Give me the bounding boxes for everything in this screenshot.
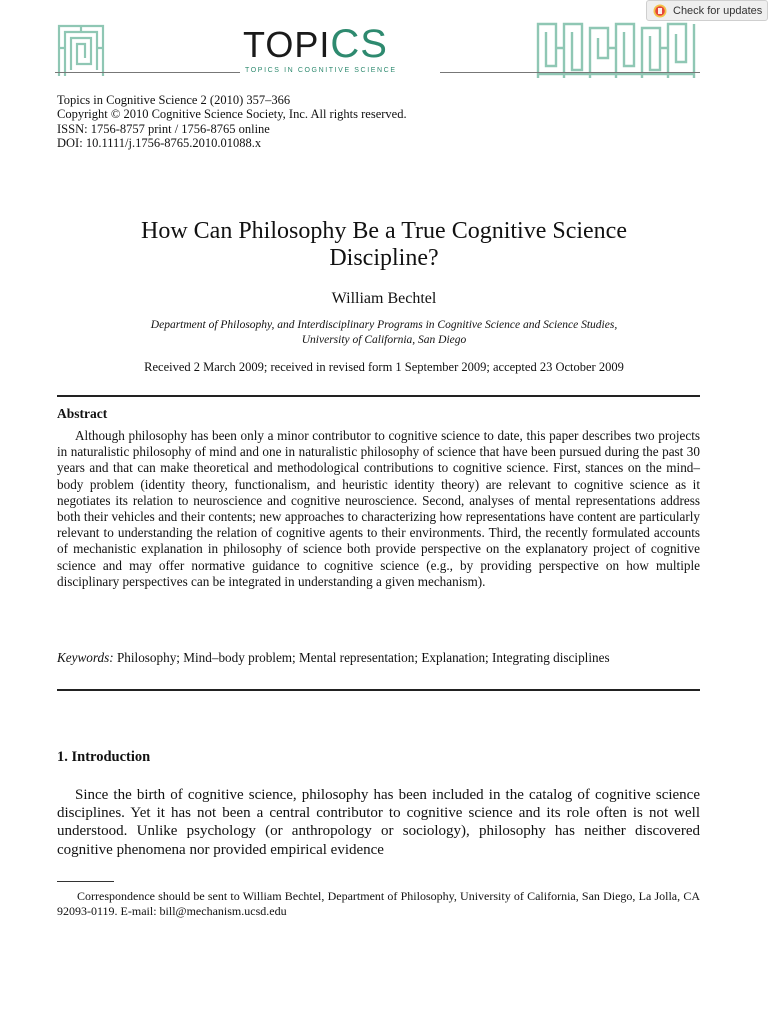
logo-accent-text: CS (330, 22, 388, 66)
maze-decoration-left (55, 18, 107, 80)
copyright-line: Copyright © 2010 Cognitive Science Society, Inc. All rights reserved. (57, 107, 407, 122)
maze-decoration-right (534, 18, 700, 80)
abstract-heading: Abstract (57, 406, 108, 421)
affiliation-line-2: University of California, San Diego (301, 334, 467, 346)
logo-tagline: TOPICS IN COGNITIVE SCIENCE (245, 67, 397, 74)
update-badge-icon (653, 4, 667, 18)
keywords-list: Philosophy; Mind–body problem; Mental representation; Explanation; Integrating disciplines (116, 650, 610, 665)
correspondence-footnote: Correspondence should be sent to William Bechtel, Department of Philosophy, University of California, San Diego, La Jolla, CA 92093-0119. E-mail: bill@mechanism.ucsd.edu (57, 889, 700, 918)
check-for-updates-button[interactable] (646, 0, 768, 21)
section-heading-introduction: 1. Introduction (57, 749, 151, 765)
keywords (57, 650, 700, 666)
author-name: William Bechtel (331, 290, 437, 307)
received-dates: Received 2 March 2009; received in revised form 1 September 2009; accepted 23 October 2009 (144, 360, 624, 374)
article-title (60, 218, 708, 272)
title-line-2: Discipline? (329, 245, 439, 271)
abstract-text: Although philosophy has been only a minor contributor to cognitive science to date, this paper describes two projects in naturalistic philosophy of mind and one in naturalistic philosophy of science that have been pursued during the past 30 years and that can make theoretical and methodological contributions to cognitive science. First, stances on the mind–body problem (identity theory, functionalism, and heuristic identity theory) are relevant to cognitive science as it negotiates its relation to neuroscience and cognitive neuroscience. Second, analyses of mental representations address both their vehicles and their contents; new approaches to characterizing how representations have content are particularly relevant to understanding the relation of cognitive agents to their environments. Third, the recently formulated accounts of mechanistic explanation in philosophy of science both provide perspective on the explanatory project of cognitive science and may offer normative guidance to cognitive science (e.g., by providing perspective on how multiple disciplinary perspectives can be integrated in understanding a given mechanism). (57, 428, 700, 589)
introduction-text: Since the birth of cognitive science, philosophy has been included in the catalog of cognitive science disciplines. Yet it has not been a central contributor to cognitive science and its role often is not well understood. Unlike psychology (or anthropology or sociology), philosophy has neither discovered cognitive phenomena nor provided empirical evidence (57, 787, 700, 858)
author-affiliation (60, 318, 708, 348)
doi-line[interactable]: DOI: 10.1111/j.1756-8765.2010.01088.x (57, 136, 262, 151)
journal-info (57, 93, 407, 151)
footnote-rule (57, 881, 114, 882)
journal-logo (240, 22, 440, 80)
issn-line: ISSN: 1756-8757 print / 1756-8765 online (57, 121, 270, 136)
abstract-top-rule (57, 395, 700, 397)
keywords-label: Keywords: (57, 650, 114, 665)
affiliation-line-1: Department of Philosophy, and Interdisciplinary Programs in Cognitive Science and Science Studies, (150, 319, 618, 331)
check-for-updates-label: Check for updates (673, 4, 763, 17)
abstract-bottom-rule (57, 689, 700, 691)
logo-main-text: TOPI (243, 24, 331, 65)
title-line-1: How Can Philosophy Be a True Cognitive Science (141, 218, 627, 244)
journal-citation: Topics in Cognitive Science 2 (2010) 357–366 (57, 93, 291, 107)
